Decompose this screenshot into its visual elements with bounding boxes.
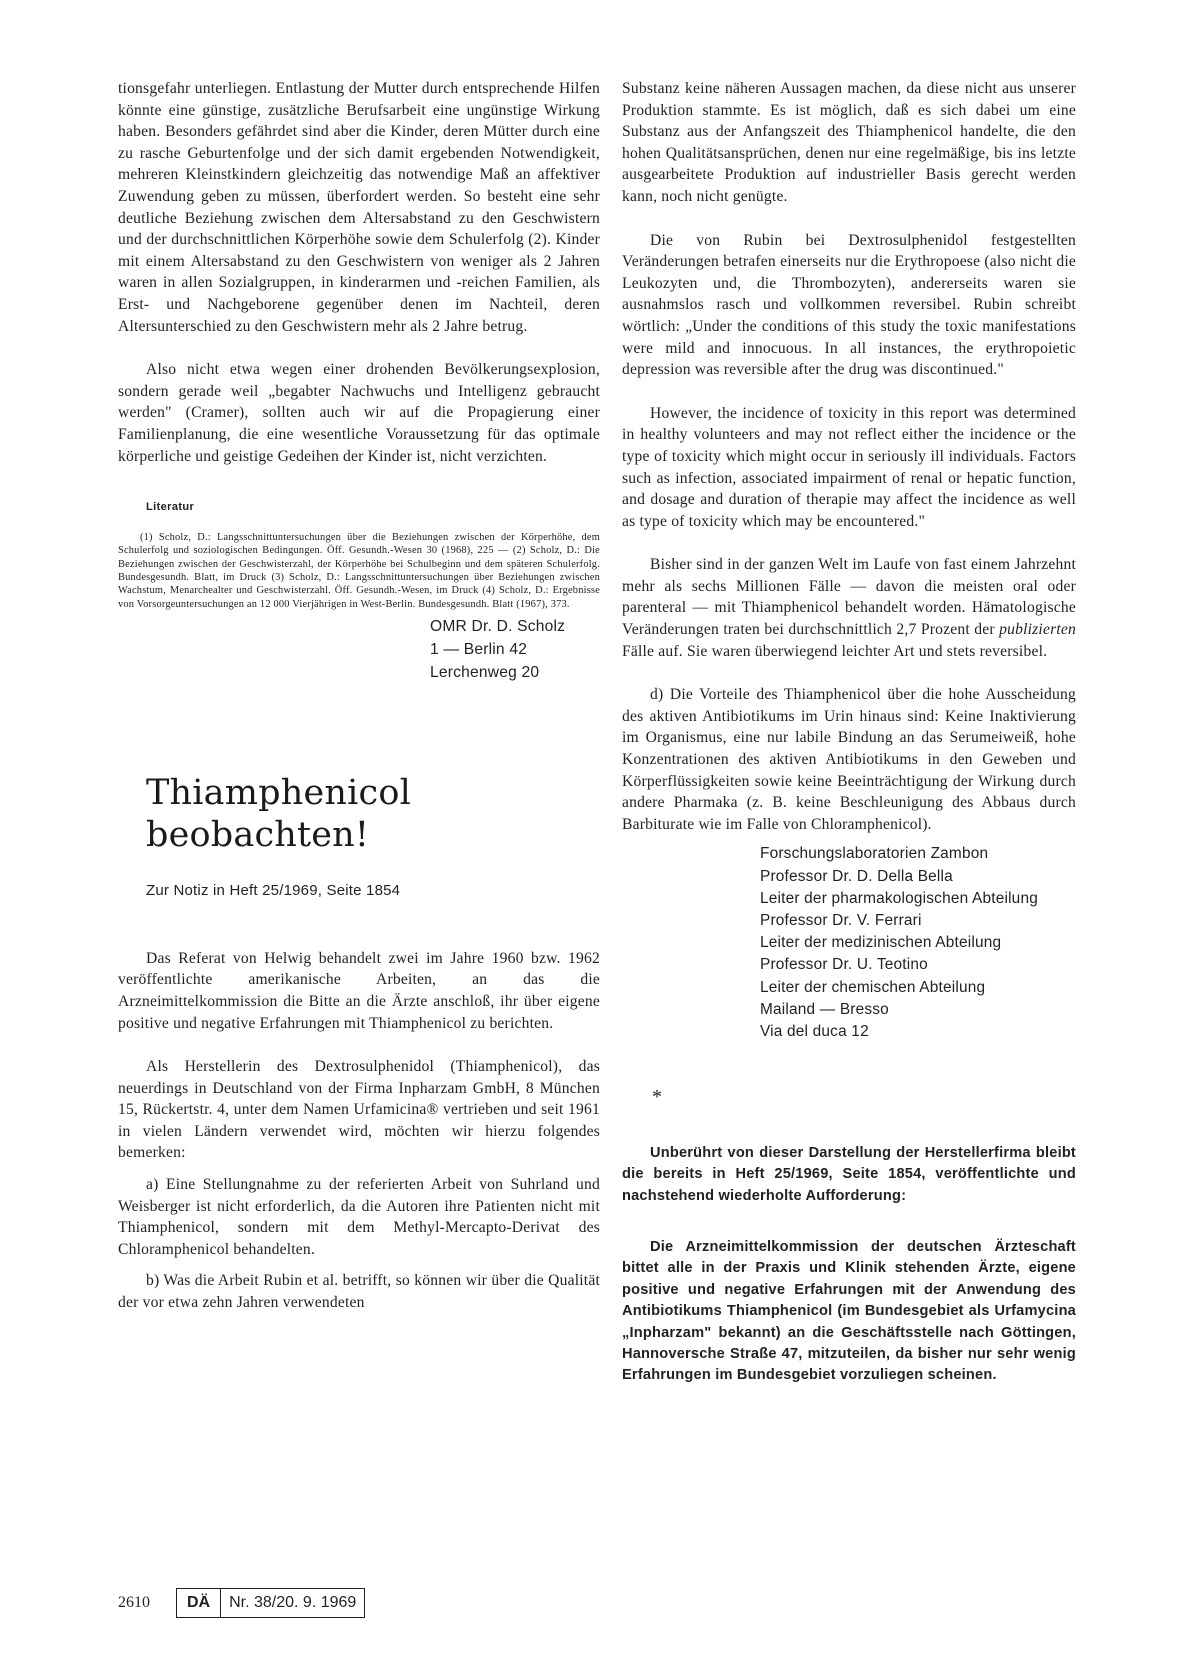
article-subtitle: Zur Notiz in Heft 25/1969, Seite 1854 xyxy=(146,882,401,900)
affiliation-line: Leiter der chemischen Abteilung xyxy=(760,978,986,996)
right-paragraph-4-italic: publizierten xyxy=(999,621,1076,639)
right-paragraph-5: d) Die Vorteile des Thiamphenicol über die hohe Ausscheidung des aktiven Antibiotikums im Urin hinaus sind: Keine Inaktivierung im Organismus, eine nur labile Bindung an das Serumeiweiß, hohe Konzentrationen des aktiven Antibiotikums in den Geweben und Körperflüssigkeiten sowie keine Beeinträchtigung der Wirkung durch andere Pharmaka (z. B. keine Beschleunigung des Abbaus durch Barbiturate wie im Falle von Chloramphenicol). xyxy=(622,686,1076,833)
page-number: 2610 xyxy=(118,1594,150,1611)
affiliation-line: Professor Dr. U. Teotino xyxy=(760,956,928,974)
section-separator-star: * xyxy=(652,1086,663,1109)
author-address-street: Lerchenweg 20 xyxy=(430,664,540,682)
left-paragraph-1: tionsgefahr unterliegen. Entlastung der Mutter durch entsprechende Hilfen könnte eine günstige, zusätzliche Berufsarbeit eine ungünstige Wirkung haben. Besonders gefährdet sind aber die Kinder, deren Mütter durch eine zu rasche Geburtenfolge und der sich damit ergebenden Notwendigkeit, mehreren Kleinstkindern gleichzeitig das notwendige Maß an affektiver Zuwendung geben zu müssen, überfordert werden. So besteht eine sehr deutliche Beziehung zwischen dem Altersabstand zu den Geschwistern und der durchschnittlichen Körperhöhe sowie dem Schulerfolg (2). Kinder mit einem Altersabstand zu den Geschwistern von weniger als 2 Jahren waren in allen Sozialgruppen, in kinderarmen und -reichen Familien, als Erst- und Nachgeborene gegenüber denen im Nachteil, deren Altersunterschied zu den Geschwistern mehr als 2 Jahre betrug. xyxy=(118,80,600,335)
author-address-city: 1 — Berlin 42 xyxy=(430,641,528,659)
article-title: Thiamphenicol beobachten! xyxy=(146,773,411,856)
list-item-b: b) Was die Arbeit Rubin et al. betrifft, so können wir über die Qualität der vor etwa zehn Jahren verwendeten xyxy=(118,1272,600,1312)
right-paragraph-1: Substanz keine näheren Aussagen machen, da diese nicht aus unserer Produktion stammte. Es ist möglich, daß es sich dabei um eine Substanz aus der Anfangszeit des Thiamphenicol handelte, die den hohen Qualitätsansprüchen, denen nur eine regelmäßige, bis ins letzte ausgearbeitete Produktion auf industrieller Basis gerecht werden kann, noch nicht genügte. xyxy=(622,80,1076,205)
bold-notice-2: Die Arzneimittelkommission der deutschen Ärzteschaft bittet alle in der Praxis und Klinik stehenden Ärzte, eigene positive und negative Erfahrungen mit der Anwendung des Antibiotikums Thiamphenicol (im Bundesgebiet als Urfamycina „Inpharzam" bekannt) an die Geschäftsstelle nach Göttingen, Hannoversche Straße 47, mitzuteilen, da bisher nur sehr wenig Erfahrungen im Bundesgebiet vorzuliegen scheinen. xyxy=(622,1239,1076,1384)
right-paragraph-4-text-a: Bisher sind in der ganzen Welt im Laufe von fast einem Jahrzehnt mehr als sechs Millionen Fälle — davon die meisten oral oder parenteral — mit Thiamphenicol behandelt worden. Hämatologische Veränderungen traten bei durchschnittlich 2,7 Prozent der xyxy=(622,556,1076,639)
journal-issue-box xyxy=(176,1588,365,1618)
affiliation-block xyxy=(760,843,1076,1043)
affiliation-line: Leiter der medizinischen Abteilung xyxy=(760,934,1002,952)
literatur-heading: Literatur xyxy=(146,501,195,514)
list-item-a: a) Eine Stellungnahme zu der referierten Arbeit von Suhrland und Weisberger ist nicht erforderlich, da die Autoren ihre Patienten nicht mit Thiamphenicol, sondern mit dem Methyl-Mercapto-Derivat des Chloramphenicol behandelten. xyxy=(118,1176,600,1258)
author-signature xyxy=(430,615,600,684)
journal-abbreviation: DÄ xyxy=(177,1589,221,1617)
affiliation-line: Mailand — Bresso xyxy=(760,1000,889,1018)
affiliation-line: Professor Dr. V. Ferrari xyxy=(760,912,922,930)
affiliation-line: Professor Dr. D. Della Bella xyxy=(760,867,953,885)
affiliation-line: Via del duca 12 xyxy=(760,1023,869,1041)
left-paragraph-2: Also nicht etwa wegen einer drohenden Bevölkerungsexplosion, sondern gerade weil „begabter Nachwuchs und Intelligenz gebraucht werden" (Cramer), sollten auch wir auf die Propagierung einer Familienplanung, die eine wesentliche Voraussetzung für das optimale körperliche und geistige Gedeihen der Kinder ist, nicht verzichten. xyxy=(118,361,600,465)
bold-notice-1: Unberührt von dieser Darstellung der Herstellerfirma bleibt die bereits in Heft 25/1969, Seite 1854, veröffentlichte und nachstehend wiederholte Aufforderung: xyxy=(622,1144,1076,1204)
right-paragraph-3: However, the incidence of toxicity in this report was determined in healthy volunteers and may not reflect either the incidence or the type of toxicity which might occur in seriously ill individuals. Factors such as infection, associated impairment of renal or hepatic function, and dosage and duration of therapie may affect the incidence as well as type of toxicity which may be encountered." xyxy=(622,404,1076,530)
affiliation-line: Forschungslaboratorien Zambon xyxy=(760,845,989,863)
literatur-references: (1) Scholz, D.: Langsschnittuntersuchungen über die Beziehungen zwischen der Körperhöhe, dem Schulerfolg und soziologischen Bedingungen. Öff. Gesundh.-Wesen 30 (1968), 225 — (2) Scholz, D.: Die Beziehungen zwischen der Geschwisterzahl, der Körperhöhe bei Schulbeginn und dem späteren Schulerfolg. Bundesgesundh. Blatt, im Druck (3) Scholz, D.: Langsschnittuntersuchungen über Beziehungen zwischen Wachstum, Menarchealter und Geschwisterzahl. Öff. Gesundh.-Wesen, im Druck (4) Scholz, D.: Ergebnisse von Vorsorgeuntersuchungen an 12 000 Vierjährigen in West-Berlin. Bundesgesundh. Blatt (1967), 373. xyxy=(118,531,600,610)
page-footer xyxy=(118,1588,365,1618)
right-paragraph-2: Die von Rubin bei Dextrosulphenidol festgestellten Veränderungen betrafen einerseits nur die Erythropoese (also nicht die Leukozyten und, die Thrombozyten), andererseits waren sie ausnahmslos rasch und vollkommen reversibel. Rubin schreibt wörtlich: „Under the conditions of this study the toxic manifestations were mild and innocuous. In all instances, the erythropoietic depression was reversible after the drug was discontinued." xyxy=(622,231,1076,379)
right-paragraph-4 xyxy=(622,554,1076,662)
right-paragraph-4-text-b: Fälle auf. Sie waren überwiegend leichter Art und stets reversibel. xyxy=(622,642,1048,660)
affiliation-line: Leiter der pharmakologischen Abteilung xyxy=(760,889,1038,907)
author-name: OMR Dr. D. Scholz xyxy=(430,618,566,636)
article-paragraph-1: Das Referat von Helwig behandelt zwei im Jahre 1960 bzw. 1962 veröffentlichte amerikanische Arbeiten, an das die Arzneimittelkommission die Bitte an die Ärzte anschloß, ihr über eigene positive und negative Erfahrungen mit Thiamphenicol zu berichten. xyxy=(118,949,600,1032)
right-column xyxy=(622,78,1076,1387)
left-column xyxy=(118,78,600,1314)
issue-date: Nr. 38/20. 9. 1969 xyxy=(229,1594,357,1611)
article-paragraph-2: Als Herstellerin des Dextrosulphenidol (Thiamphenicol), das neuerdings in Deutschland von der Firma Inpharzam GmbH, 8 München 15, Rückertstr. 4, unter dem Namen Urfamicina® vertrieben und seit 1961 in vielen Ländern verwendet wird, möchten wir hierzu folgendes bemerken: xyxy=(118,1058,600,1162)
